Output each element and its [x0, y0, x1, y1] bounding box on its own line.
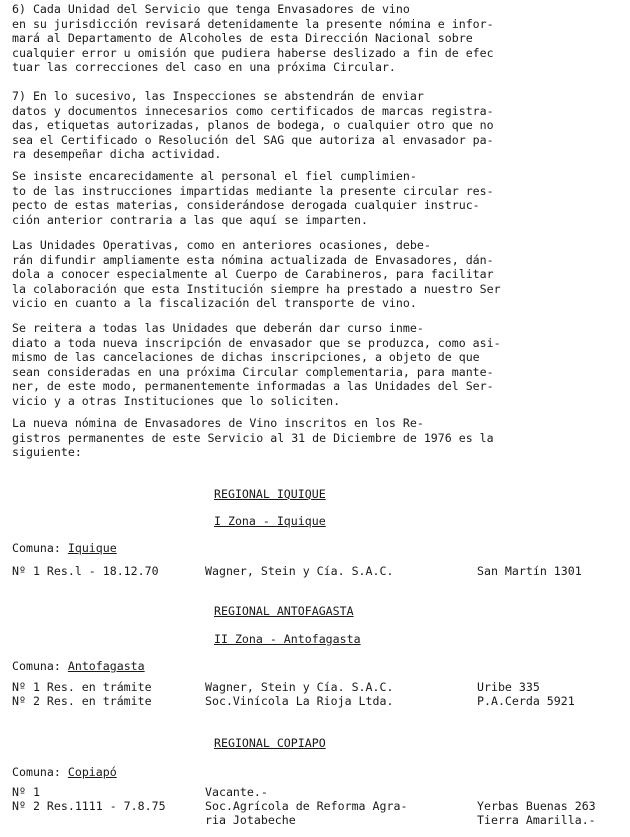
paragraph-unidades-operativas: Las Unidades Operativas, como en anteriores ocasiones, debe- rán difundir ampliamente esta nómina actualizada de Envasadores, dán- dola a conocer especialmente al Cuerpo de Carabineros, para facilitar la colaboración que esta Institución siempre ha prestado a nuestro Ser vicio en cuanto a la fiscalización del transporte de vino. — [12, 238, 501, 310]
table-row — [0, 564, 630, 578]
table-row — [0, 785, 630, 799]
comuna-name: Iquique — [67, 541, 117, 555]
envasador-name: Vacante.- — [205, 785, 268, 799]
table-row — [0, 813, 630, 827]
comuna-antofagasta — [12, 659, 145, 673]
paragraph-6: 6) Cada Unidad del Servicio que tenga Envasadores de vino en su jurisdicción revisará detenidamente la presente nómina e infor- mará al Departamento de Alcoholes de esta Dirección Nacional sobre cualquier error u omisión que pudiera haberse deslizado a fin de efec tuar las correcciones del caso en una próxima Circular. — [12, 2, 494, 74]
envasador-address: San Martín 1301 — [477, 564, 582, 578]
comuna-name: Antofagasta — [67, 659, 145, 673]
heading-regional-iquique: REGIONAL IQUIQUE — [214, 487, 326, 501]
registration-number: Nº 2 Res. en trámite — [12, 694, 152, 708]
registration-number: Nº 1 Res.l - 18.12.70 — [12, 564, 159, 578]
comuna-label: Comuna: — [12, 659, 61, 673]
envasador-name: ria Jotabeche — [205, 813, 296, 827]
envasador-name: Wagner, Stein y Cía. S.A.C. — [205, 564, 394, 578]
table-row — [0, 799, 630, 813]
table-row — [0, 694, 630, 708]
registration-number: Nº 1 Res. en trámite — [12, 680, 152, 694]
envasador-name: Soc.Vinícola La Rioja Ltda. — [205, 694, 394, 708]
registration-number: Nº 2 Res.1111 - 7.8.75 — [12, 799, 166, 813]
envasador-address: Yerbas Buenas 263 — [477, 799, 596, 813]
paragraph-insiste: Se insiste encarecidamente al personal el fiel cumplimien- to de las instrucciones impartidas mediante la presente circular res- pecto de estas materias, considerándose derogada cualquier instruc- ción anterior contraria a las que aquí se imparten. — [12, 169, 494, 227]
paragraph-7: 7) En lo sucesivo, las Inspecciones se abstendrán de enviar datos y documentos innecesarios como certificados de marcas registra- das, etiquetas autorizadas, planos de bodega, o cualquier otro que no sea el Certificado o Resolución del SAG que autoriza al envasador pa- ra desempeñar dicha actividad. — [12, 89, 494, 161]
paragraph-reitera: Se reitera a todas las Unidades que deberán dar curso inme- diato a toda nueva inscripción de envasador que se produzca, como asi- mismo de las cancelaciones de dichas inscripciones, a objeto de que sean consideradas en una próxima Circular complementaria, para mante- ner, de este modo, permanentemente informadas a las Unidades del Ser- vicio y a otras Instituciones que lo soliciten. — [12, 321, 501, 408]
comuna-iquique — [12, 541, 117, 555]
comuna-name: Copiapó — [67, 765, 117, 779]
envasador-address: P.A.Cerda 5921 — [477, 694, 575, 708]
envasador-name: Wagner, Stein y Cía. S.A.C. — [205, 680, 394, 694]
comuna-label: Comuna: — [12, 541, 61, 555]
envasador-name: Soc.Agrícola de Reforma Agra- — [205, 799, 408, 813]
heading-zona-iquique: I Zona - Iquique — [214, 514, 326, 528]
heading-regional-antofagasta: REGIONAL ANTOFAGASTA — [214, 604, 354, 618]
comuna-label: Comuna: — [12, 765, 61, 779]
paragraph-nueva-nomina: La nueva nómina de Envasadores de Vino inscritos en los Re- gistros permanentes de este Servicio al 31 de Diciembre de 1976 es la siguiente: — [12, 416, 494, 459]
envasador-address: Uribe 335 — [477, 680, 540, 694]
table-row — [0, 680, 630, 694]
registration-number: Nº 1 — [12, 785, 40, 799]
envasador-address: Tierra Amarilla.- — [477, 813, 596, 827]
heading-regional-copiapo: REGIONAL COPIAPO — [214, 736, 326, 750]
heading-zona-antofagasta: II Zona - Antofagasta — [214, 632, 361, 646]
comuna-copiapo — [12, 765, 117, 779]
